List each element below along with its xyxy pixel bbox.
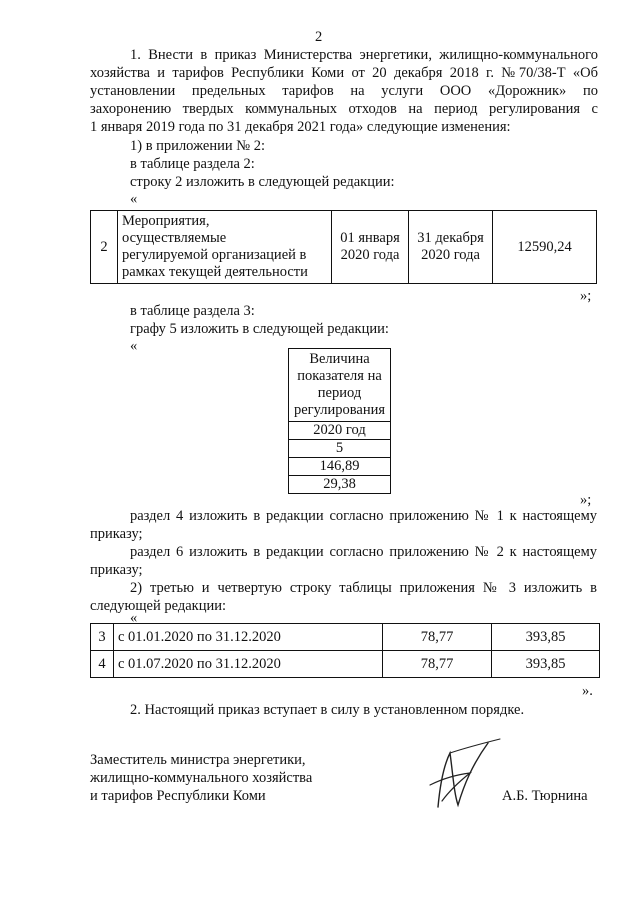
description-line: регулируемой организацией в — [122, 247, 307, 263]
table-column5 — [288, 348, 391, 494]
value-cell: 5 — [289, 440, 391, 458]
table-row — [289, 458, 391, 476]
table-row — [289, 440, 391, 458]
year-cell: 2020 год — [289, 422, 391, 440]
section6-line-1: раздел 6 изложить в редакции согласно приложению № 2 к настоящему — [130, 544, 597, 560]
row-number: 3 — [91, 624, 114, 651]
signature-position-line: и тарифов Республики Коми — [90, 788, 266, 804]
header-line: регулирования — [293, 402, 386, 418]
signature-position-line: жилищно-коммунального хозяйства — [90, 770, 313, 786]
row-description — [118, 211, 332, 284]
description-line: осуществляемые — [122, 230, 227, 246]
description-line: рамках текущей деятельности — [122, 264, 308, 280]
start-date-line: 01 января — [340, 230, 400, 246]
close-quote-2: »; — [580, 492, 592, 508]
open-quote-1: « — [130, 191, 138, 207]
signature-position-line: Заместитель министра энергетики, — [90, 752, 306, 768]
row-value-1: 78,77 — [383, 624, 492, 651]
row-number: 4 — [91, 651, 114, 678]
close-quote-3: ». — [582, 683, 593, 699]
section4-line-2: приказу; — [90, 526, 143, 542]
item2-line-1: 2) третью и четвертую строку таблицы приложения № 3 изложить в — [130, 580, 597, 596]
handwritten-signature — [420, 735, 510, 815]
end-date-line: 2020 года — [421, 247, 480, 263]
item-final: 2. Настоящий приказ вступает в силу в установленном порядке. — [130, 702, 525, 718]
item1-line-4: захоронению твердых коммунальных отходов на период регулирования с — [90, 101, 598, 117]
table-row — [91, 624, 600, 651]
header-line: Величина — [309, 351, 370, 367]
item1-line-3: установлении предельных тарифов на услуги ООО «Дорожник» по — [90, 83, 598, 99]
item1-line-5: 1 января 2019 года по 31 декабря 2021 года» следующие изменения: — [90, 119, 511, 135]
table-row — [289, 349, 391, 422]
section3-intro: в таблице раздела 3: — [130, 303, 255, 319]
page-number: 2 — [315, 29, 323, 45]
row-value-2: 393,85 — [492, 651, 600, 678]
row-end-date — [409, 211, 493, 284]
open-quote-3: « — [130, 610, 138, 626]
row-value: 12590,24 — [493, 211, 597, 284]
item1-line-2: хозяйства и тарифов Республики Коми от 20 декабря 2018 г. №70/38-Т «Об — [90, 65, 598, 81]
item1-line-1: 1. Внести в приказ Министерства энергетики, жилищно-коммунального — [130, 47, 598, 63]
row-number: 2 — [91, 211, 118, 284]
signature-name: А.Б. Тюрнина — [502, 788, 588, 804]
table-appendix3-rows — [90, 623, 600, 678]
sub1-table-heading: в таблице раздела 2: — [130, 156, 255, 172]
table-row — [289, 476, 391, 494]
sub1-heading: 1) в приложении № 2: — [130, 138, 265, 154]
close-quote-1: »; — [580, 288, 592, 304]
sub1-row-instruction: строку 2 изложить в следующей редакции: — [130, 174, 395, 190]
start-date-line: 2020 года — [340, 247, 400, 263]
item2-line-2: следующей редакции: — [90, 598, 227, 614]
header-line: период — [317, 385, 362, 401]
row-period: с 01.07.2020 по 31.12.2020 — [114, 651, 383, 678]
header-line: показателя на — [297, 368, 382, 384]
section4-line-1: раздел 4 изложить в редакции согласно приложению № 1 к настоящему — [130, 508, 597, 524]
row-value-1: 78,77 — [383, 651, 492, 678]
table-section2-row — [90, 210, 597, 284]
column-header — [289, 349, 391, 422]
table-row — [91, 211, 597, 284]
table-row — [91, 651, 600, 678]
description-line: Мероприятия, — [122, 213, 210, 229]
table-row — [289, 422, 391, 440]
row-start-date — [332, 211, 409, 284]
value-cell: 146,89 — [289, 458, 391, 476]
row-period: с 01.01.2020 по 31.12.2020 — [114, 624, 383, 651]
section6-line-2: приказу; — [90, 562, 143, 578]
open-quote-2: « — [130, 338, 138, 354]
value-cell: 29,38 — [289, 476, 391, 494]
section3-column: графу 5 изложить в следующей редакции: — [130, 321, 389, 337]
row-value-2: 393,85 — [492, 624, 600, 651]
end-date-line: 31 декабря — [417, 230, 484, 246]
